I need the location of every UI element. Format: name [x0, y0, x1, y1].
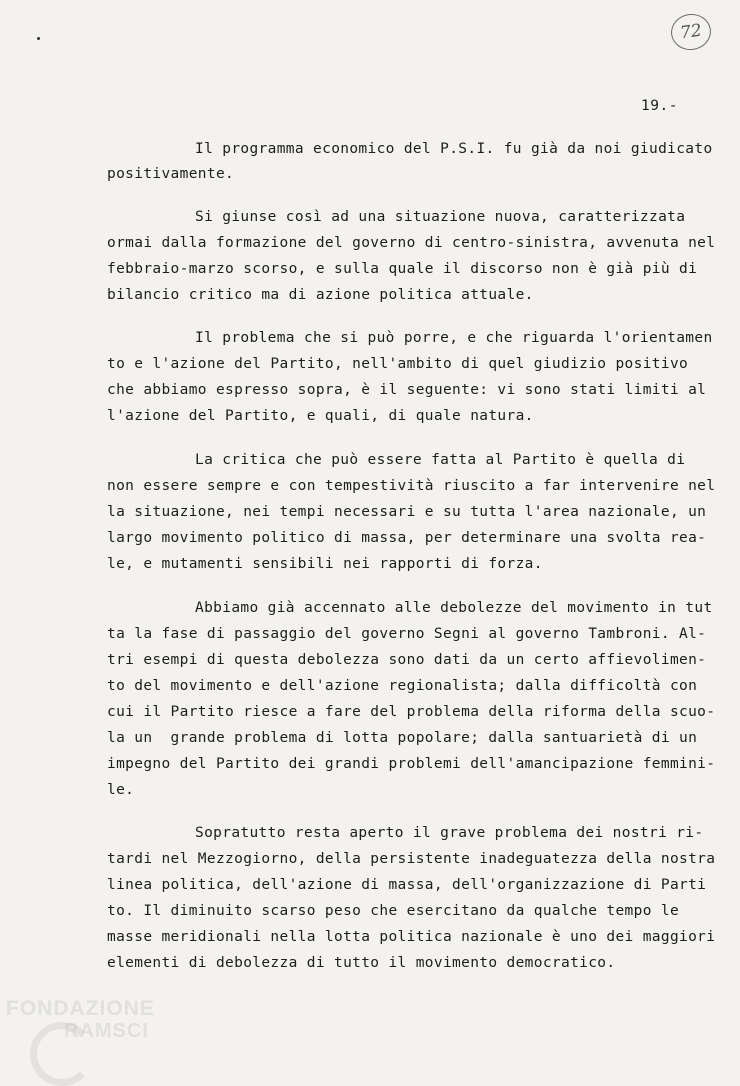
text-line: masse meridionali nella lotta politica nazionale è uno dei maggiori: [107, 929, 716, 945]
text-line: le.: [107, 782, 135, 798]
text-line: febbraio-marzo scorso, e sulla quale il discorso non è già più di: [107, 261, 698, 277]
text-line: la situazione, nei tempi necessari e su tutta l'area nazionale, un: [107, 504, 707, 520]
folio-stamp: 72: [669, 11, 714, 52]
text-line: Il problema che si può porre, e che riguarda l'orientamen: [195, 330, 713, 346]
text-line: positivamente.: [107, 166, 235, 182]
watermark-line-2: RAMSCI: [64, 1020, 149, 1042]
text-line: tardi nel Mezzogiorno, della persistente inadeguatezza della nostra: [107, 851, 716, 867]
text-line: ormai dalla formazione del governo di centro-sinistra, avvenuta nel: [107, 235, 716, 251]
text-line: Si giunse così ad una situazione nuova, caratterizzata: [195, 209, 686, 225]
text-line: to del movimento e dell'azione regionalista; dalla difficoltà con: [107, 678, 698, 694]
watermark-line-1: FONDAZIONE: [6, 997, 155, 1020]
watermark: [6, 998, 155, 1042]
paper-speck: [37, 37, 40, 40]
text-line: bilancio critico ma di azione politica attuale.: [107, 287, 534, 303]
text-line: La critica che può essere fatta al Partito è quella di: [195, 452, 686, 468]
text-line: cui il Partito riesce a fare del problema della riforma della scuo-: [107, 704, 716, 720]
text-line: largo movimento politico di massa, per determinare una svolta rea-: [107, 530, 707, 546]
text-line: impegno del Partito dei grandi problemi dell'amancipazione femmini-: [107, 756, 716, 772]
page-number: 19.-: [641, 98, 678, 114]
text-line: to e l'azione del Partito, nell'ambito di quel giudizio positivo: [107, 356, 689, 372]
text-line: elementi di debolezza di tutto il movimento democratico.: [107, 955, 616, 971]
text-line: ta la fase di passaggio del governo Segni al governo Tambroni. Al-: [107, 626, 707, 642]
text-line: l'azione del Partito, e quali, di quale natura.: [107, 408, 534, 424]
text-line: linea politica, dell'azione di massa, dell'organizzazione di Parti: [107, 877, 707, 893]
text-line: to. Il diminuito scarso peso che esercitano da qualche tempo le: [107, 903, 680, 919]
text-line: tri esempi di questa debolezza sono dati da un certo affievolimen-: [107, 652, 707, 668]
text-line: la un grande problema di lotta popolare; dalla santuarietà di un: [107, 730, 698, 746]
text-line: Sopratutto resta aperto il grave problema dei nostri ri-: [195, 825, 704, 841]
text-line: non essere sempre e con tempestività riuscito a far intervenire nel: [107, 478, 716, 494]
text-line: le, e mutamenti sensibili nei rapporti di forza.: [107, 556, 543, 572]
text-line: che abbiamo espresso sopra, è il seguente: vi sono stati limiti al: [107, 382, 707, 398]
text-line: Il programma economico del P.S.I. fu già da noi giudicato: [195, 141, 713, 157]
text-line: Abbiamo già accennato alle debolezze del movimento in tut: [195, 600, 713, 616]
